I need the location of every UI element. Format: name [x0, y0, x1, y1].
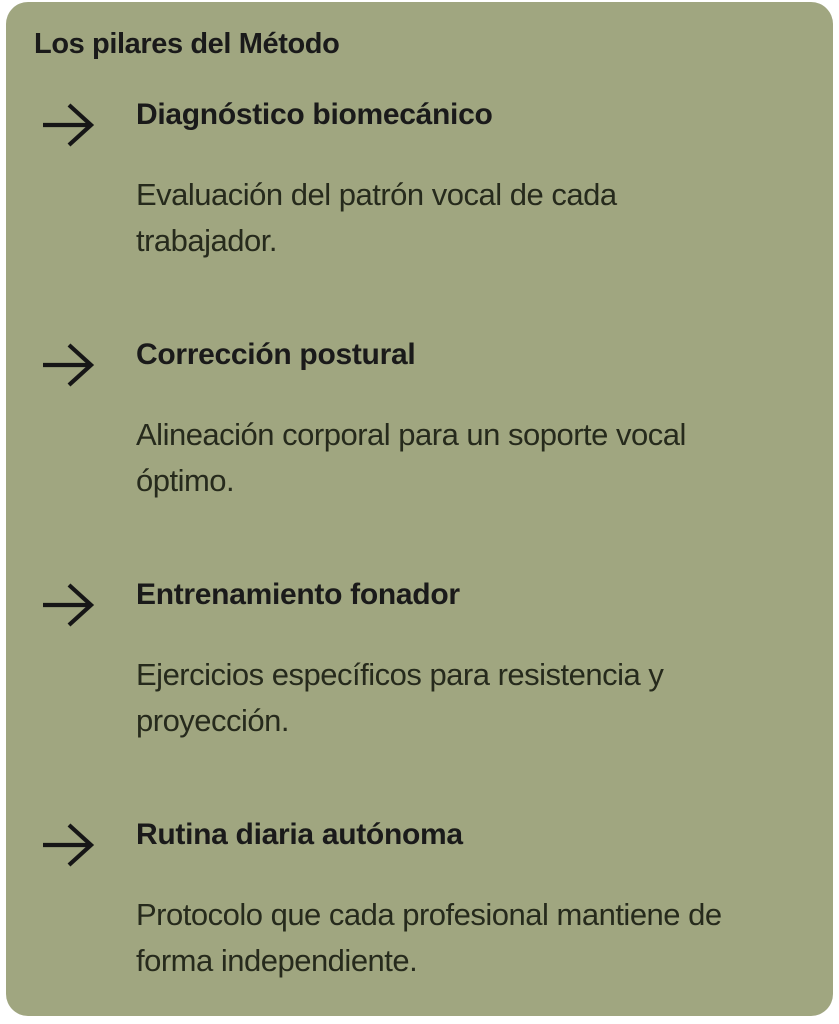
arrow-right-icon — [34, 576, 136, 744]
description-line: forma independiente. — [136, 943, 418, 979]
pillar-description — [136, 892, 805, 984]
pillar-item-diagnostico — [34, 96, 805, 264]
pillar-heading: Rutina diaria autónoma — [136, 818, 463, 852]
description-line: Ejercicios específicos para resistencia y — [136, 657, 664, 693]
description-line: Alineación corporal para un soporte vocal — [136, 417, 686, 453]
pillars-card — [6, 2, 833, 1016]
pillar-description — [136, 652, 805, 744]
pillar-heading: Entrenamiento fonador — [136, 578, 460, 612]
pillar-item-entrenamiento — [34, 576, 805, 744]
pillar-description — [136, 172, 805, 264]
description-line: Evaluación del patrón vocal de cada — [136, 177, 617, 213]
pillar-content — [136, 96, 805, 264]
pillar-description — [136, 412, 805, 504]
arrow-right-icon — [34, 96, 136, 264]
arrow-right-icon — [34, 816, 136, 984]
pillar-heading: Corrección postural — [136, 338, 416, 372]
description-line: óptimo. — [136, 463, 235, 499]
description-line: proyección. — [136, 703, 290, 739]
arrow-right-icon — [34, 336, 136, 504]
pillar-content — [136, 816, 805, 984]
pillar-content — [136, 576, 805, 744]
description-line: Protocolo que cada profesional mantiene de — [136, 897, 722, 933]
pillar-content — [136, 336, 805, 504]
pillar-item-rutina — [34, 816, 805, 984]
pillar-heading: Diagnóstico biomecánico — [136, 98, 493, 132]
description-line: trabajador. — [136, 223, 277, 259]
card-title: Los pilares del Método — [34, 28, 340, 60]
pillar-item-correccion — [34, 336, 805, 504]
